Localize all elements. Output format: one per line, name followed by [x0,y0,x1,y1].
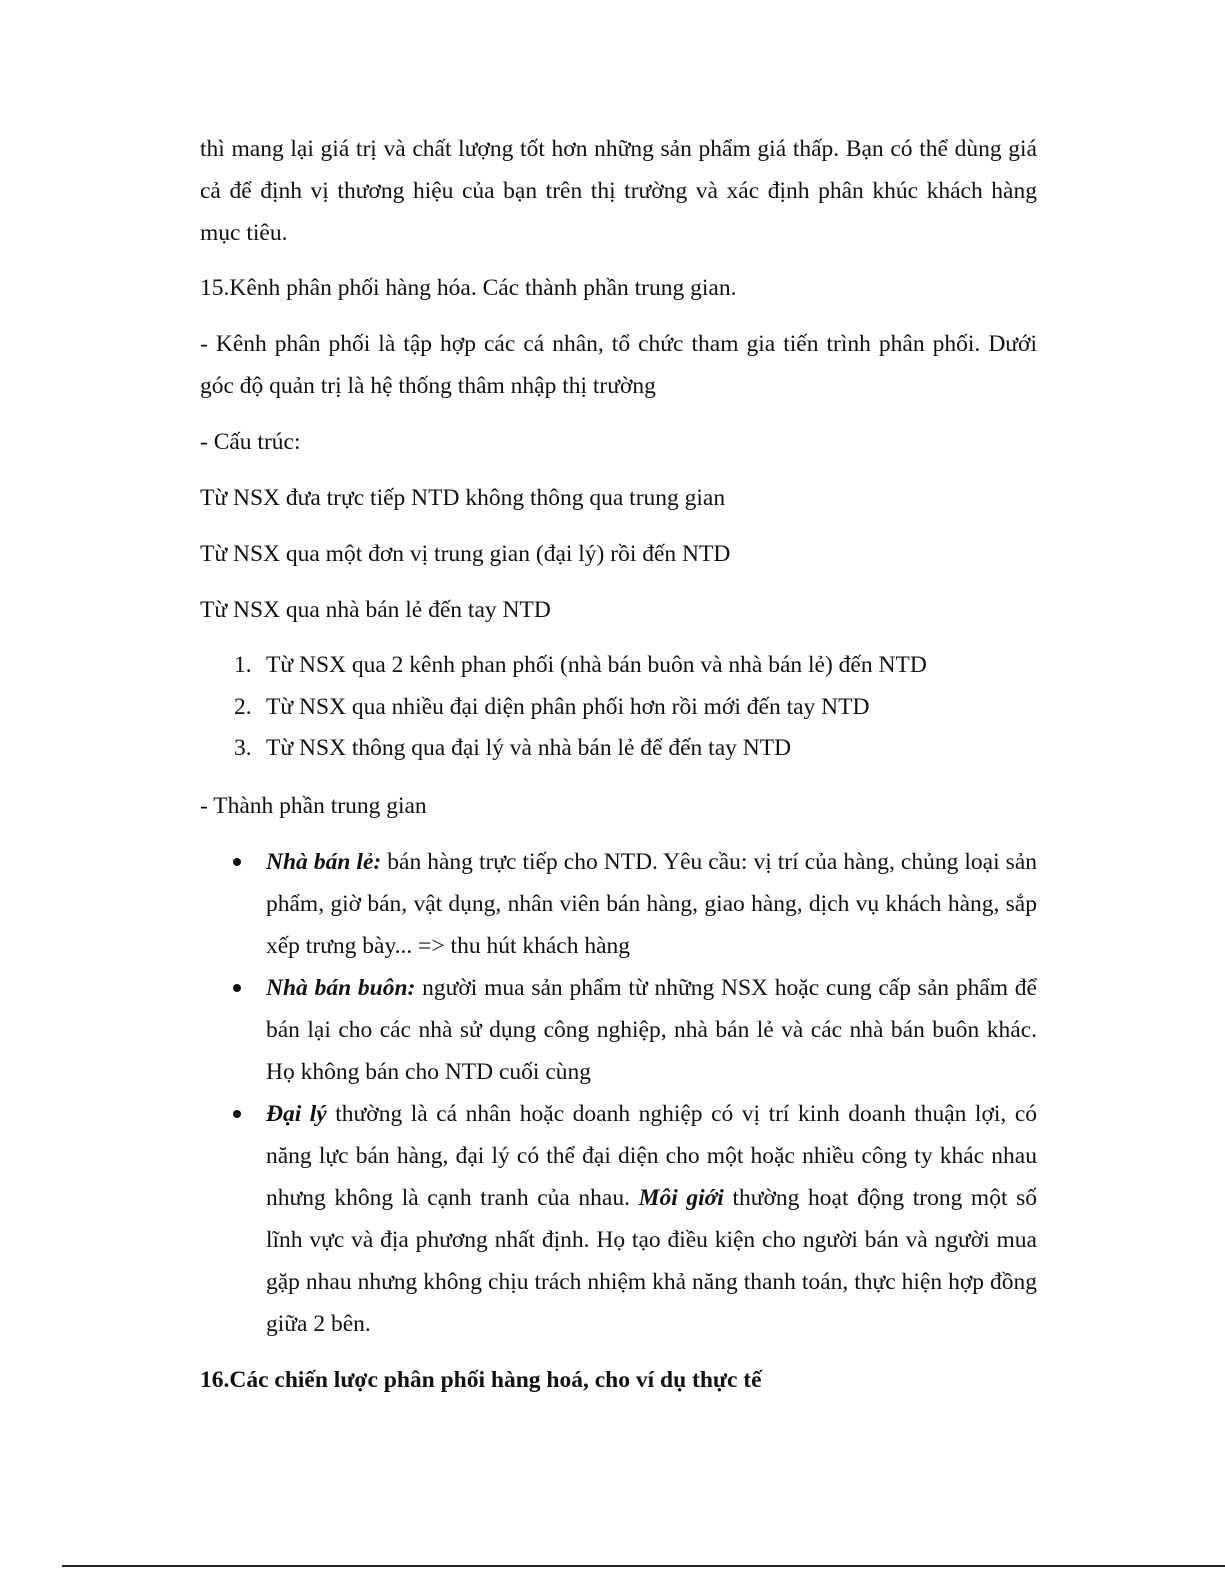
list-item-text: Từ NSX qua 2 kênh phan phối (nhà bán buôn và nhà bán lẻ) đến NTD [266,652,927,678]
bullet-dot-icon [233,984,241,992]
section-16-heading: 16.Các chiến lược phân phối hàng hoá, cho ví dụ thực tế [200,1366,762,1393]
page-bottom-border [62,1565,1225,1567]
term-wholesaler: Nhà bán buôn: [266,974,416,1001]
structure-route-2: Từ NSX qua một đơn vị trung gian (đại lý) rồi đến NTD [200,541,731,567]
structure-route-1: Từ NSX đưa trực tiếp NTD không thông qua trung gian [200,485,726,511]
bullet-text: thường là cá nhân hoặc doanh nghiệp có vị trí kinh doanh thuận lợi, có năng lực bán hàng, đại lý có thể đại diện cho một hoặc nhiều công ty khác nhau nhưng không là cạnh tranh của nhau. [266,1100,1037,1211]
list-item [200,687,1037,729]
list-number: 1. [234,652,252,678]
bullet-text: người mua sản phẩm từ những NSX hoặc cung cấp sản phẩm để bán lại cho các nhà sử dụng công nghiệp, nhà bán lẻ và các nhà bán buôn khác. Họ không bán cho NTD cuối cùng [266,974,1037,1085]
intermediaries-label: - Thành phần trung gian [200,792,427,819]
bullet-text-continued: thường hoạt động trong một số lĩnh vực và địa phương nhất định. Họ tạo điều kiện cho người bán và người mua gặp nhau nhưng không chịu trách nhiệm khả năng thanh toán, thực hiện hợp đồng giữa 2 bên. [266,1184,1038,1337]
section-15-heading: 15.Kênh phân phối hàng hóa. Các thành phần trung gian. [200,275,737,301]
term-broker: Môi giới [638,1184,724,1211]
term-retailer: Nhà bán lẻ: [266,848,382,875]
list-item-text: Từ NSX thông qua đại lý và nhà bán lẻ để đến tay NTD [266,735,792,761]
bullet-item-retailer [200,841,1037,967]
list-item [200,728,1037,770]
list-item [200,645,1037,687]
numbered-route-list [200,645,1037,770]
bullet-dot-icon [233,858,241,866]
intermediaries-bullet-list [200,841,1037,1345]
list-item-text: Từ NSX qua nhiều đại diện phân phối hơn rồi mới đến tay NTD [266,693,870,720]
structure-label: - Cấu trúc: [200,429,301,455]
distribution-channel-definition: - Kênh phân phối là tập hợp các cá nhân, tổ chức tham gia tiến trình phân phối. Dưới góc độ quản trị là hệ thống thâm nhập thị trường [200,331,1037,399]
intro-paragraph: thì mang lại giá trị và chất lượng tốt hơn những sản phẩm giá thấp. Bạn có thể dùng giá cả để định vị thương hiệu của bạn trên thị trường và xác định phân khúc khách hàng mục tiêu. [200,136,1037,246]
document-page [200,128,1037,1401]
list-number: 2. [234,693,252,720]
structure-route-3: Từ NSX qua nhà bán lẻ đến tay NTD [200,597,551,623]
term-agent: Đại lý [266,1100,327,1127]
bullet-item-agent [200,1093,1037,1345]
list-number: 3. [234,735,252,761]
bullet-dot-icon [233,1110,241,1118]
bullet-item-wholesaler [200,967,1037,1093]
bullet-text: bán hàng trực tiếp cho NTD. Yêu cầu: vị trí của hàng, chủng loại sản phẩm, giờ bán, vật dụng, nhân viên bán hàng, giao hàng, dịch vụ khách hàng, sắp xếp trưng bày... => thu hút khách hàng [266,848,1038,959]
